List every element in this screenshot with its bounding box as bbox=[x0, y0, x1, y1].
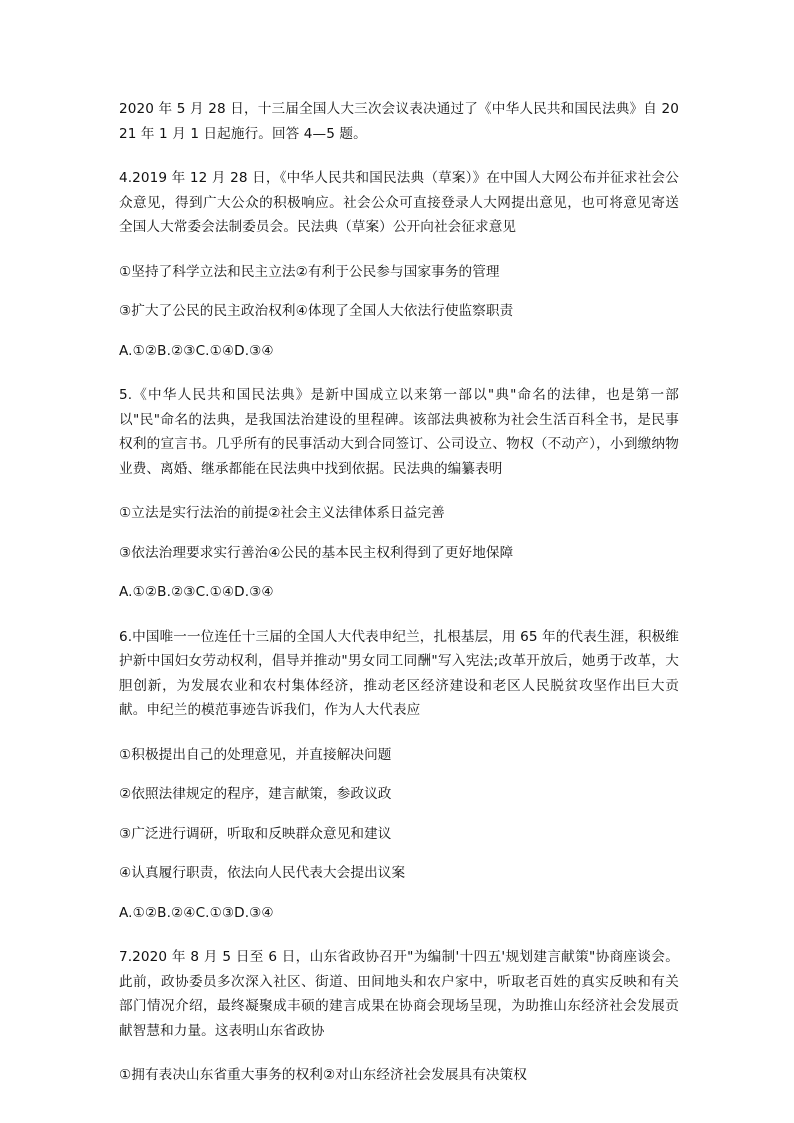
question-5-options: A.①②B.②③C.①④D.③④ bbox=[119, 584, 274, 600]
question-7-stem: 7.2020 年 8 月 5 日至 6 日，山东省政协召开"为编制'十四五'规划建言献策"协商座谈会。此前，政协委员多次深入社区、街道、田间地头和农户家中，听取老百姓的真实反映和有关部门情况介绍，最终凝聚成丰硕的建言成果在协商会现场呈现，为助推山东经济社会发展贡献智慧和力量。这表明山东省政协 bbox=[119, 949, 679, 1039]
question-6-item-2: ②依照法律规定的程序，建言献策，参政议政 bbox=[119, 786, 392, 802]
question-6-item-1: ①积极提出自己的处理意见，并直接解决问题 bbox=[119, 746, 392, 763]
question-6-stem: 6.中国唯一一位连任十三届的全国人大代表申纪兰，扎根基层，用 65 年的代表生涯，积极维护新中国妇女劳动权利，倡导并推动"男女同工同酬"写入宪法;改革开放后，她勇于改革，大胆创新，为发展农业和农村集体经济，推动老区经济建设和老区人民脱贫攻坚作出巨大贡献。申纪兰的模范事迹告诉我们，作为人大代表应 bbox=[119, 628, 679, 718]
question-4-item-2: ③扩大了公民的民主政治权利④体现了全国人大依法行使监察职责 bbox=[119, 303, 514, 319]
question-7-item-1: ①拥有表决山东省重大事务的权利②对山东经济社会发展具有决策权 bbox=[119, 1067, 527, 1083]
question-4-stem: 4.2019 年 12 月 28 日，《中华人民共和国民法典（草案）》在中国人大网公布并征求社会公众意见，得到广大公众的积极响应。社会公众可直接登录人大网提出意见，也可将意见寄送全国人大常委会法制委员会。民法典（草案）公开向社会征求意见 bbox=[119, 170, 679, 235]
question-5-stem: 5.《中华人民共和国民法典》是新中国成立以来第一部以"典"命名的法律，也是第一部以"民"命名的法典，是我国法治建设的里程碑。该部法典被称为社会生活百科全书，是民事权利的宣言书。几乎所有的民事活动大到合同签订、公司设立、物权（不动产），小到缴纳物业费、离婚、继承都能在民法典中找到依据。民法典的编纂表明 bbox=[119, 387, 679, 477]
question-5-item-1: ①立法是实行法治的前提②社会主义法律体系日益完善 bbox=[119, 505, 445, 521]
question-4-item-1: ①坚持了科学立法和民主立法②有利于公民参与国家事务的管理 bbox=[119, 263, 500, 280]
question-4-options: A.①②B.②③C.①④D.③④ bbox=[119, 342, 274, 359]
question-5-item-2: ③依法治理要求实行善治④公民的基本民主权利得到了更好地保障 bbox=[119, 544, 514, 561]
question-6-item-4: ④认真履行职责，依法向人民代表大会提出议案 bbox=[119, 865, 406, 881]
question-6-options: A.①②B.②④C.①③D.③④ bbox=[119, 904, 274, 921]
page-content bbox=[119, 97, 679, 1103]
intro-paragraph: 2020 年 5 月 28 日，十三届全国人大三次会议表决通过了《中华人民共和国民法典》自 2021 年 1 月 1 日起施行。回答 4—5 题。 bbox=[119, 101, 679, 142]
question-6-item-3: ③广泛进行调研，听取和反映群众意见和建议 bbox=[119, 825, 392, 842]
